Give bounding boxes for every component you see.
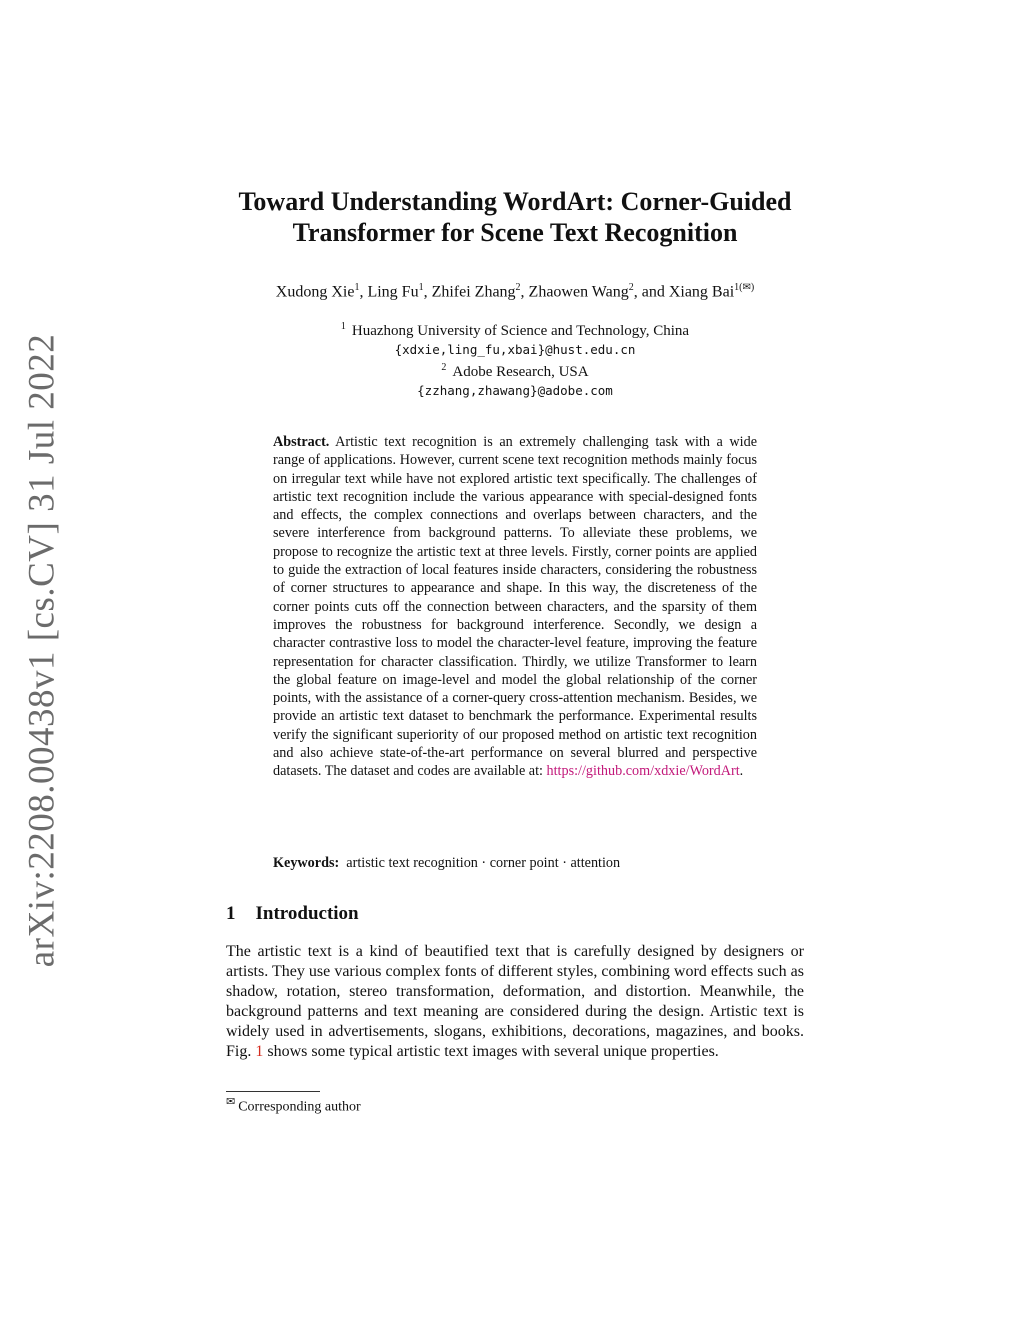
abstract-end: . [739, 763, 744, 780]
affiliation-2-sup: 2 [441, 362, 447, 373]
author-sep: , [423, 283, 432, 301]
title-line-1: Toward Understanding WordArt: Corner-Guided [238, 187, 792, 216]
section-heading [226, 903, 359, 925]
abstract-label: Abstract. [273, 434, 330, 450]
author-sep: , and [633, 283, 669, 301]
author-sup: 1 [418, 282, 424, 293]
envelope-icon: ✉ [226, 1096, 236, 1108]
title-line-2: Transformer for Scene Text Recognition [292, 218, 738, 247]
author-sup: 2 [515, 282, 521, 293]
author: Ling Fu [367, 283, 419, 301]
arxiv-stamp [21, 333, 63, 967]
section-title: Introduction [255, 903, 359, 924]
author-list [200, 282, 830, 301]
abstract [273, 433, 757, 781]
affiliation-1-email[interactable]: {xdxie,ling_fu,xbai}@hust.edu.cn [394, 341, 636, 357]
intro-text-1: The artistic text is a kind of beautified text that is carefully designed by designers or artists. They use various complex fonts of different styles, combining word effects such as shadow, rotation, stereo transformation, deformation, and distortion. Meanwhile, the background patterns and text meaning are considered during the design. Artistic text is widely used in advertisements, slogans, exhibitions, decorations, magazines, and books. Fig. [226, 943, 804, 1060]
author-sup: 1 [354, 282, 360, 293]
keywords-label: Keywords: [273, 855, 340, 871]
affiliation-2-email[interactable]: {zzhang,zhawang}@adobe.com [417, 382, 613, 398]
affiliation-1-name: Huazhong University of Science and Technology, China [351, 323, 690, 339]
keywords-text: artistic text recognition · corner point · attention [346, 855, 621, 871]
intro-paragraph [226, 942, 804, 1062]
footnote [226, 1095, 361, 1116]
arxiv-stamp-text: arXiv:2208.00438v1 [cs.CV] 31 Jul 2022 [21, 333, 63, 967]
affiliation-1-sup: 1 [340, 321, 346, 332]
keywords [273, 855, 757, 872]
author: Zhifei Zhang [431, 283, 516, 301]
section-number: 1 [226, 903, 236, 924]
author: Xiang Bai [668, 283, 735, 301]
affiliation-2-name: Adobe Research, USA [452, 364, 589, 380]
author-sep: , [520, 283, 529, 301]
affiliation-1 [200, 318, 830, 341]
footnote-text: Corresponding author [238, 1099, 361, 1115]
author-sup: 1(✉) [734, 282, 755, 293]
figure-ref-link[interactable]: 1 [255, 1043, 264, 1060]
author: Zhaowen Wang [528, 283, 629, 301]
author-sep: , [359, 283, 368, 301]
affiliation-2 [200, 359, 830, 382]
paper-title [200, 186, 830, 248]
affiliations [200, 318, 830, 400]
abstract-text: Artistic text recognition is an extremely challenging task with a wide range of applications. However, current scene text recognition methods mainly focus on irregular text while have not explored artistic text specifically. The challenges of artistic text recognition include the various appearance with special-designed fonts and effects, the complex connections and overlaps between characters, and the severe interference from background patterns. To alleviate these problems, we propose to recognize the artistic text at three levels. Firstly, corner points are applied to guide the extraction of local features inside characters, considering the robustness of corner structures to appearance and shape. In this way, the discreteness of the corner points cuts off the connection between characters, and the sparsity of them improves the robustness for background interference. Secondly, we design a character contrastive loss to model the character-level feature, improving the feature representation for character classification. Thirdly, we utilize Transformer to learn the global feature on image-level and model the global relationship of the corner points, with the assistance of a corner-query cross-attention mechanism. Besides, we provide an artistic text dataset to benchmark the performance. Experimental results verify the significant superiority of our proposed method on artistic text recognition and also achieve state-of-the-art performance on several blurred and perspective datasets. The dataset and codes are available at: [273, 434, 758, 780]
author: Xudong Xie [275, 283, 355, 301]
author-sup: 2 [628, 282, 634, 293]
footnote-rule [226, 1091, 320, 1092]
dataset-link[interactable]: https://github.com/xdxie/WordArt [546, 763, 740, 780]
intro-text-2: shows some typical artistic text images with several unique properties. [263, 1043, 719, 1060]
